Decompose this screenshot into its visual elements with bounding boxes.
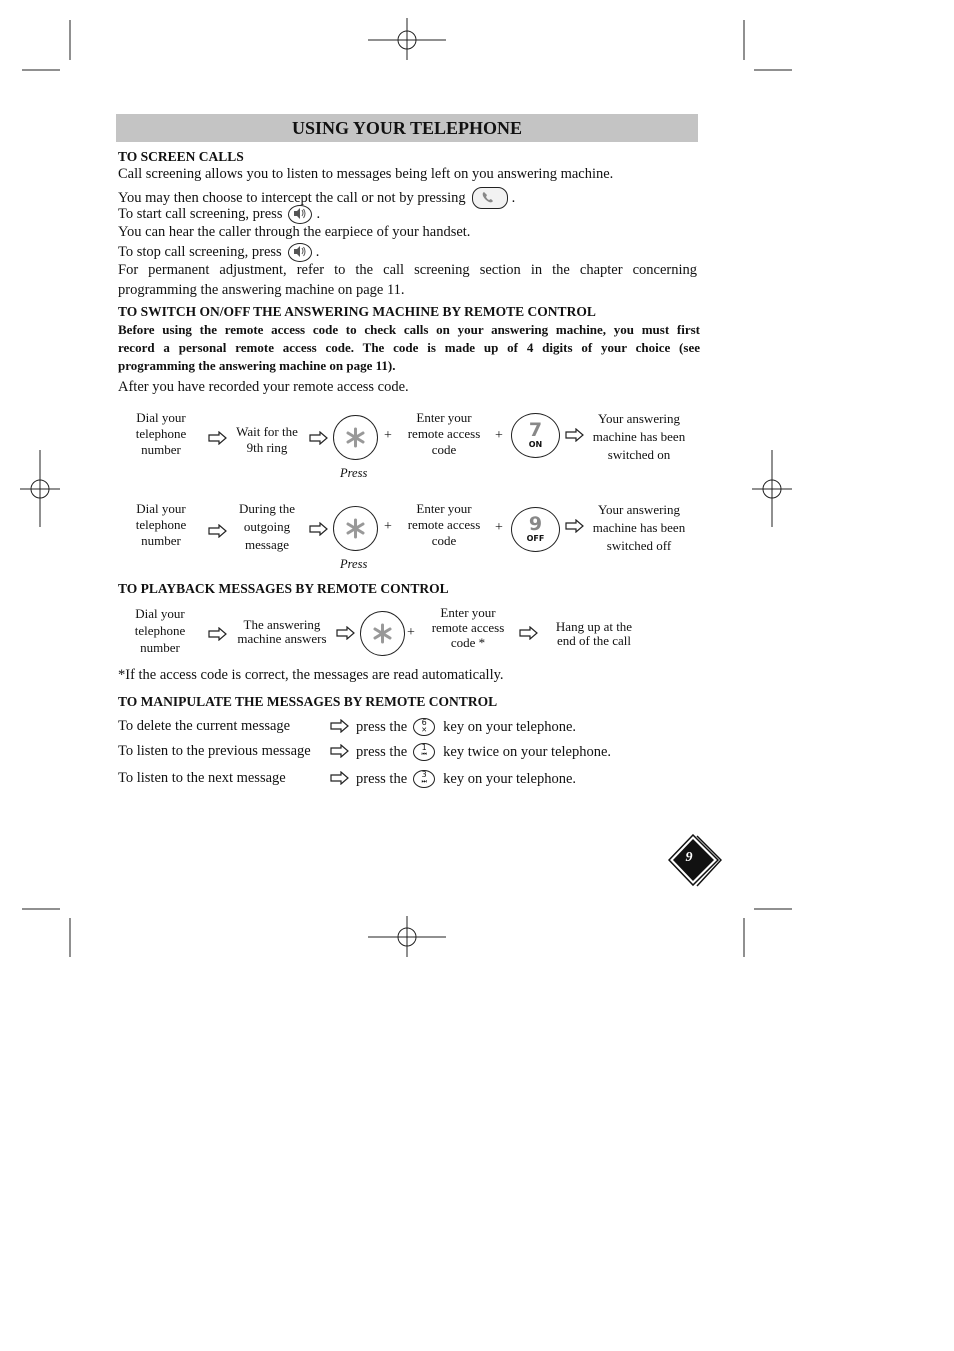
arrow-icon — [565, 428, 585, 442]
key-6-digit: 6 — [421, 718, 427, 727]
row2-enter-line2: remote access — [407, 517, 481, 532]
row1-dial-line3: number — [141, 442, 181, 457]
screen-calls-line3 — [118, 205, 320, 224]
switch-after-text: After you have recorded your remote access code. — [118, 379, 409, 395]
playback-enter-line2: remote access — [431, 620, 505, 635]
screen-calls-line5-end: . — [315, 244, 320, 260]
key-9-digit: 9 — [528, 513, 543, 535]
arrow-icon — [309, 522, 329, 536]
key-7-label: ON — [528, 440, 543, 449]
star-key-button — [333, 415, 378, 460]
key-3-digit: 3 — [421, 770, 427, 779]
page-number-badge — [668, 834, 722, 888]
manipulate-heading: TO MANIPULATE THE MESSAGES BY REMOTE CONTROL — [118, 694, 498, 709]
manipulate-row-action: To listen to the previous message — [118, 743, 311, 759]
previous-key-1-icon: 1 ⏮ — [413, 743, 435, 761]
row2-enter-line1: Enter your — [416, 501, 472, 516]
row1-dial-line2: telephone — [135, 426, 187, 441]
press-the-text: press the — [356, 718, 408, 735]
key-7-on-button — [511, 413, 560, 458]
playback-enter — [426, 605, 510, 650]
row2-during-line3: message — [244, 537, 290, 552]
playback-note: *If the access code is correct, the messages are read automatically. — [118, 667, 504, 683]
row1-dial — [121, 410, 201, 458]
delete-key-6-icon: 6 ✕ — [413, 718, 435, 736]
row2-press-label: Press — [340, 557, 368, 571]
switch-bold-line3: programming the answering machine on page 11). — [118, 358, 396, 373]
playback-heading: TO PLAYBACK MESSAGES BY REMOTE CONTROL — [118, 581, 449, 596]
playback-answers — [230, 618, 334, 646]
key-1-digit: 1 — [421, 743, 427, 752]
plus-sign: + — [407, 625, 415, 640]
playback-answers-line1: The answering — [243, 617, 321, 632]
key-9-off-button — [511, 507, 560, 552]
row2-dial-line1: Dial your — [136, 501, 186, 516]
row2-result-line3: switched off — [606, 538, 672, 553]
screen-calls-line3-end: . — [316, 206, 321, 222]
speaker-button-icon — [288, 243, 312, 262]
plus-sign: + — [384, 428, 392, 443]
asterisk-icon — [361, 612, 404, 655]
key-rest-text: key twice on your telephone. — [443, 743, 612, 760]
arrow-icon — [519, 626, 539, 640]
press-the-text: press the — [356, 743, 408, 760]
row1-wait-line2: 9th ring — [246, 440, 288, 455]
row1-wait-line1: Wait for the — [236, 424, 298, 439]
arrow-icon — [330, 771, 350, 785]
row2-result-line2: machine has been — [592, 520, 686, 535]
manipulate-row-action: To listen to the next message — [118, 770, 286, 786]
playback-enter-line3: code * — [450, 635, 486, 650]
asterisk-icon — [334, 507, 377, 550]
star-key-button — [333, 506, 378, 551]
row1-dial-line1: Dial your — [136, 410, 186, 425]
playback-hangup — [546, 620, 642, 648]
row2-during — [228, 500, 306, 554]
handset-button-icon — [472, 187, 508, 209]
arrow-icon — [309, 431, 329, 445]
key-rest-text: key on your telephone. — [443, 718, 577, 735]
row2-result — [588, 501, 690, 555]
screen-calls-line2-end: . — [511, 189, 516, 206]
playback-hangup-line2: end of the call — [557, 633, 631, 648]
page-title: USING YOUR TELEPHONE — [291, 118, 523, 138]
manipulate-row-instruction — [356, 743, 611, 761]
row2-result-line1: Your answering — [597, 502, 681, 517]
manipulate-row-instruction — [356, 718, 576, 736]
speaker-button-icon — [288, 205, 312, 224]
row1-press-label: Press — [340, 466, 368, 480]
playback-dial-line3: number — [140, 640, 180, 655]
row1-wait — [228, 424, 306, 456]
arrow-icon — [208, 627, 228, 641]
playback-answers-line2: machine answers — [237, 631, 327, 646]
key-9-label: OFF — [526, 534, 545, 543]
screen-calls-line6a: For permanent adjustment, refer to the call screening section in the chapter concerning — [118, 262, 697, 278]
manipulate-row-instruction — [356, 770, 576, 788]
screen-calls-line4: You can hear the caller through the earpiece of your handset. — [118, 224, 471, 240]
row2-enter-line3: code — [431, 533, 457, 548]
arrow-icon — [565, 519, 585, 533]
row1-result-line1: Your answering — [597, 411, 681, 426]
playback-dial — [120, 605, 200, 656]
plus-sign: + — [495, 428, 503, 443]
key-rest-text: key on your telephone. — [443, 770, 577, 787]
row2-dial — [121, 501, 201, 549]
row2-dial-line3: number — [141, 533, 181, 548]
title-bar — [116, 114, 698, 142]
manipulate-row-action: To delete the current message — [118, 718, 291, 734]
row1-result-line3: switched on — [607, 447, 671, 462]
playback-enter-line1: Enter your — [440, 605, 496, 620]
arrow-icon — [208, 431, 228, 445]
screen-calls-line1: Call screening allows you to listen to messages being left on you answering machine. — [118, 166, 614, 182]
press-the-text: press the — [356, 770, 408, 787]
row2-during-line2: outgoing — [243, 519, 291, 534]
screen-calls-line5-text: To stop call screening, press — [118, 244, 282, 260]
next-key-3-icon: 3 ⏭ — [413, 770, 435, 788]
arrow-icon — [208, 524, 228, 538]
screen-calls-line5 — [118, 243, 319, 262]
star-key-button — [360, 611, 405, 656]
key-7-digit: 7 — [528, 419, 543, 441]
arrow-icon — [330, 719, 350, 733]
screen-calls-heading: TO SCREEN CALLS — [118, 149, 244, 164]
playback-dial-line2: telephone — [134, 623, 186, 638]
switch-bold-line1: Before using the remote access code to check calls on your answering machine, you must first — [118, 322, 700, 337]
row1-enter-line1: Enter your — [416, 410, 472, 425]
row1-result-line2: machine has been — [592, 429, 686, 444]
plus-sign: + — [384, 519, 392, 534]
playback-dial-line1: Dial your — [135, 606, 185, 621]
row2-enter — [402, 501, 486, 549]
switch-heading: TO SWITCH ON/OFF THE ANSWERING MACHINE BY REMOTE CONTROL — [118, 304, 596, 319]
switch-bold-line2: record a personal remote access code. The code is made up of 4 digits of your choice (see — [118, 340, 700, 355]
screen-calls-line2-text: You may then choose to intercept the call or not by pressing — [118, 189, 466, 206]
asterisk-icon — [334, 416, 377, 459]
row1-enter-line2: remote access — [407, 426, 481, 441]
arrow-icon — [336, 626, 356, 640]
page-number: 9 — [685, 850, 693, 865]
playback-hangup-line1: Hang up at the — [555, 619, 633, 634]
row2-during-line1: During the — [239, 501, 295, 516]
row1-enter — [402, 410, 486, 458]
row1-result — [588, 410, 690, 464]
row2-dial-line2: telephone — [135, 517, 187, 532]
screen-calls-line6b: programming the answering machine on page 11. — [118, 282, 405, 298]
row1-enter-line3: code — [431, 442, 457, 457]
plus-sign: + — [495, 520, 503, 535]
arrow-icon — [330, 744, 350, 758]
screen-calls-line3-text: To start call screening, press — [118, 206, 283, 222]
